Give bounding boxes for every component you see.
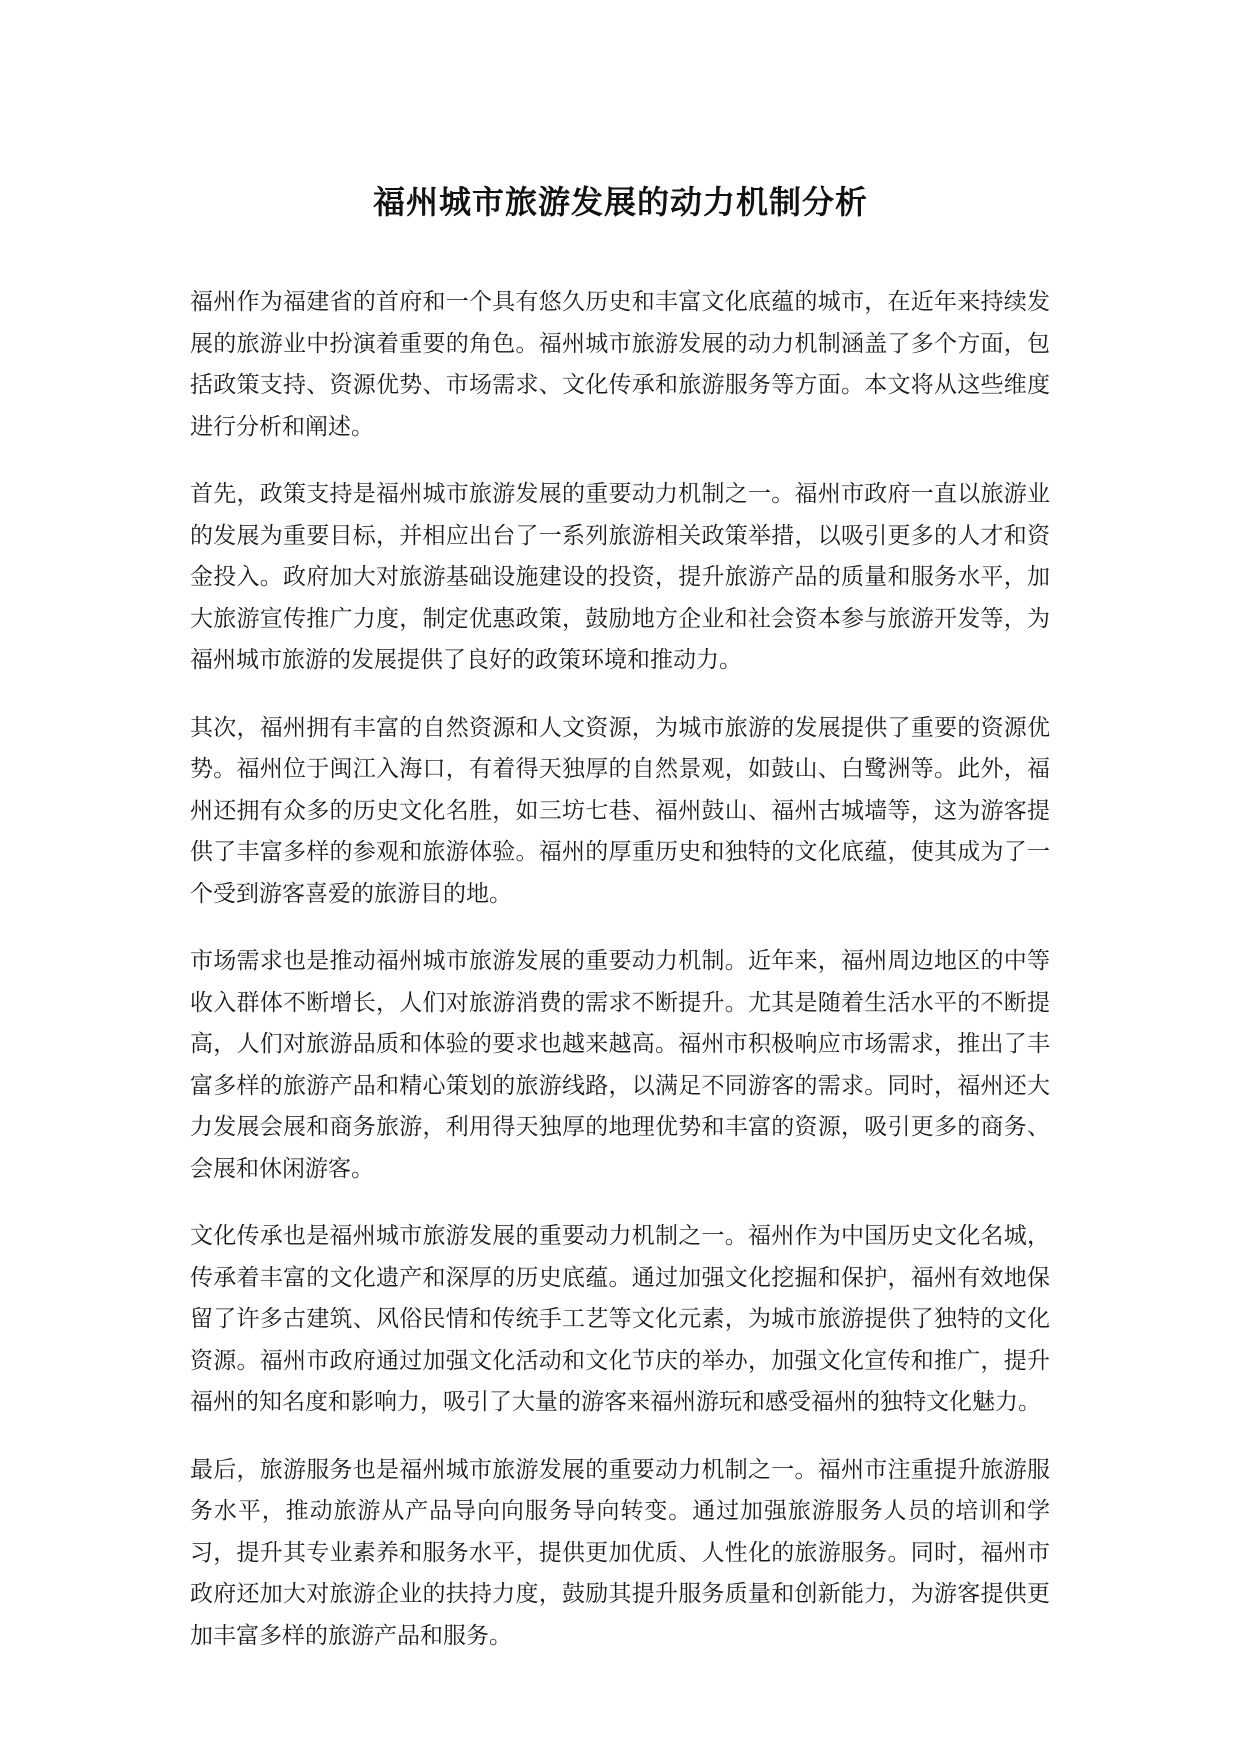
document-body: [190, 282, 1050, 1683]
paragraph-market-demand: 市场需求也是推动福州城市旅游发展的重要动力机制。近年来，福州周边地区的中等收入群体不断增长，人们对旅游消费的需求不断提升。尤其是随着生活水平的不断提高，人们对旅游品质和体验的要求也越来越高。福州市积极响应市场需求，推出了丰富多样的旅游产品和精心策划的旅游线路，以满足不同游客的需求。同时，福州还大力发展会展和商务旅游，利用得天独厚的地理优势和丰富的资源，吸引更多的商务、会展和休闲游客。: [190, 948, 1050, 1182]
paragraph-intro: 福州作为福建省的首府和一个具有悠久历史和丰富文化底蕴的城市，在近年来持续发展的旅游业中扮演着重要的角色。福州城市旅游发展的动力机制涵盖了多个方面，包括政策支持、资源优势、市场需求、文化传承和旅游服务等方面。本文将从这些维度进行分析和阐述。: [190, 289, 1050, 440]
paragraph-tourism-service: 最后，旅游服务也是福州城市旅游发展的重要动力机制之一。福州市注重提升旅游服务水平，推动旅游从产品导向向服务导向转变。通过加强旅游服务人员的培训和学习，提升其专业素养和服务水平，提供更加优质、人性化的旅游服务。同时，福州市政府还加大对旅游企业的扶持力度，鼓励其提升服务质量和创新能力，为游客提供更加丰富多样的旅游产品和服务。: [190, 1456, 1050, 1649]
paragraph-cultural-heritage: 文化传承也是福州城市旅游发展的重要动力机制之一。福州作为中国历史文化名城，传承着丰富的文化遗产和深厚的历史底蕴。通过加强文化挖掘和保护，福州有效地保留了许多古建筑、风俗民情和传统手工艺等文化元素，为城市旅游提供了独特的文化资源。福州市政府通过加强文化活动和文化节庆的举办，加强文化宣传和推广，提升福州的知名度和影响力，吸引了大量的游客来福州游玩和感受福州的独特文化魅力。: [190, 1223, 1050, 1415]
paragraph-policy-support: 首先，政策支持是福州城市旅游发展的重要动力机制之一。福州市政府一直以旅游业的发展为重要目标，并相应出台了一系列旅游相关政策举措，以吸引更多的人才和资金投入。政府加大对旅游基础设施建设的投资，提升旅游产品的质量和服务水平，加大旅游宣传推广力度，制定优惠政策，鼓励地方企业和社会资本参与旅游开发等，为福州城市旅游的发展提供了良好的政策环境和推动力。: [190, 481, 1050, 673]
document-title: 福州城市旅游发展的动力机制分析: [372, 183, 868, 221]
paragraph-resource-advantage: 其次，福州拥有丰富的自然资源和人文资源，为城市旅游的发展提供了重要的资源优势。福州位于闽江入海口，有着得天独厚的自然景观，如鼓山、白鹭洲等。此外，福州还拥有众多的历史文化名胜，如三坊七巷、福州鼓山、福州古城墙等，这为游客提供了丰富多样的参观和旅游体验。福州的厚重历史和独特的文化底蕴，使其成为了一个受到游客喜爱的旅游目的地。: [190, 714, 1050, 907]
